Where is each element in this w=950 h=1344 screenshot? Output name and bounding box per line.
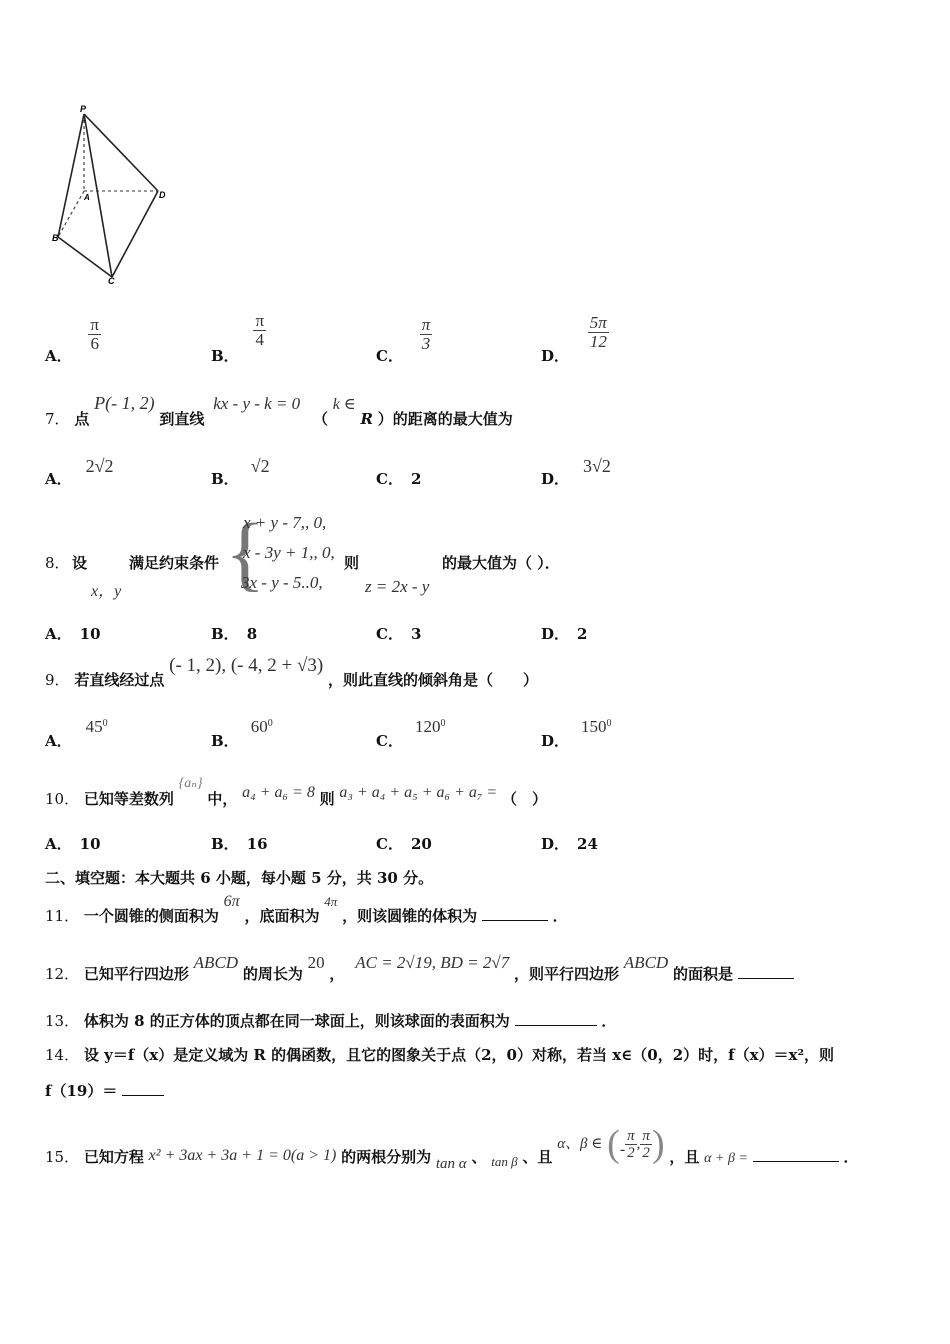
option-value: 3 [410, 625, 422, 643]
option-value: 10 [79, 835, 101, 853]
option-label: C． [376, 835, 403, 853]
question-number: 9． [45, 671, 70, 689]
option-label: B． [211, 835, 239, 853]
q14-line-1: 设 y＝f（x）是定义域为 R 的偶函数，且它的图象关于点（2，0）对称，若当 x∈（0，2）时，f（x）＝x²，则 [83, 1046, 835, 1064]
q10-option-c[interactable] [376, 833, 432, 854]
question-8 [45, 507, 745, 600]
q9-text-1: 若直线经过点 [74, 671, 165, 689]
option-label: B． [211, 732, 239, 750]
question-number: 15． [45, 1148, 80, 1166]
q7-line: kx - y - k = 0 [213, 394, 301, 413]
option-label: D． [541, 625, 570, 643]
q10-eq1: a₄ + a₆ = 8 [242, 784, 315, 801]
option-label: A． [45, 835, 72, 853]
q12-text-3: ， [329, 965, 345, 983]
answer-blank[interactable] [753, 1147, 839, 1162]
q7-option-c[interactable] [376, 468, 421, 489]
q15-text-5: ，且 [669, 1148, 700, 1166]
question-12 [45, 952, 794, 983]
option-value: 150 [581, 717, 607, 736]
question-number: 7． [45, 410, 70, 428]
answer-blank[interactable] [515, 1011, 597, 1026]
q9-option-b[interactable] [211, 716, 273, 750]
q10-option-a[interactable] [45, 833, 101, 854]
q6-option-c[interactable] [376, 315, 432, 365]
degree-sup: 0 [606, 718, 612, 729]
q10-text-3: 则 [319, 790, 335, 808]
option-label: A． [45, 732, 72, 750]
constraint-3: 3x - y - 5..0, [241, 573, 323, 592]
q15-sum: α + β = [704, 1151, 748, 1166]
q11-text-1: 一个圆锥的侧面积为 [83, 907, 219, 925]
q7-text-4: ）的距离的最大值为 [377, 410, 513, 428]
option-value: 16 [246, 835, 268, 853]
option-value: 45 [85, 717, 103, 736]
answer-blank[interactable] [122, 1081, 164, 1096]
q7-text-3: （ [312, 410, 328, 428]
frac-den: 2 [642, 1144, 650, 1161]
question-9 [45, 655, 539, 689]
q12-abcd-2: ABCD [623, 953, 669, 972]
q6-option-b[interactable] [211, 311, 266, 365]
q13-text: 体积为 8 的正方体的顶点都在同一球面上，则该球面的表面积为 [83, 1012, 510, 1030]
q8-text-4: 的最大值为（ ）． [442, 554, 560, 572]
q10-option-b[interactable] [211, 833, 268, 854]
option-value: 2 [577, 625, 588, 643]
vertex-label-b: B [52, 233, 59, 243]
q8-z: z = 2x - y [365, 577, 430, 596]
question-14 [45, 1044, 834, 1065]
question-13 [45, 1010, 616, 1031]
q8-options [45, 623, 745, 643]
q14-line-2: f（19）＝ [45, 1082, 118, 1100]
q10-text-2: 中， [207, 790, 238, 808]
q9-option-c[interactable] [376, 716, 446, 750]
option-label: C． [376, 625, 403, 643]
option-label: C． [376, 732, 403, 750]
question-number: 13． [45, 1012, 80, 1030]
option-value: √2 [250, 456, 270, 476]
option-value: 60 [250, 717, 268, 736]
question-number: 8． [45, 554, 70, 572]
q15-text-2: 的两根分别为 [341, 1148, 432, 1166]
q10-option-d[interactable] [541, 833, 598, 854]
q7-point: P(- 1, 2) [94, 393, 155, 413]
frac-den: 4 [255, 330, 265, 349]
q12-text-5: 的面积是 [672, 965, 733, 983]
q15-minus: - [619, 1141, 626, 1158]
option-value: 8 [246, 625, 258, 643]
q6-option-d[interactable] [541, 313, 609, 365]
frac-num: π [627, 1127, 635, 1144]
q8-vars: x，y [91, 583, 122, 600]
q8-option-b[interactable] [211, 623, 257, 644]
q12-diagonals: AC = 2√19, BD = 2√7 [355, 953, 510, 972]
constraint-brace: { [225, 507, 266, 600]
degree-sup: 0 [440, 718, 446, 729]
option-label: D． [541, 835, 570, 853]
interval-paren-right: ) [651, 1123, 665, 1165]
q11-v2: 4π [324, 894, 338, 909]
q15-tan-alpha: tan α [435, 1156, 467, 1172]
option-label: B． [211, 470, 239, 488]
q8-text-2: 满足约束条件 [129, 554, 220, 572]
q9-option-d[interactable] [541, 716, 612, 750]
q15-text-3: 、 [471, 1148, 487, 1166]
degree-sup: 0 [267, 718, 273, 729]
q7-text-1: 点 [74, 410, 90, 428]
q9-text-2: ，则此直线的倾斜角是（ ） [328, 671, 539, 689]
q10-seq: {aₙ} [178, 776, 203, 791]
degree-sup: 0 [102, 718, 108, 729]
q7-text-2: 到直线 [159, 410, 205, 428]
interval-comma: , [636, 1136, 641, 1152]
frac-num: 5π [589, 313, 607, 332]
option-value: 120 [414, 717, 441, 736]
constraint-2: x - 3y + 1,, 0, [243, 543, 335, 562]
q12-text-4: ，则平行四边形 [514, 965, 620, 983]
option-label: B． [211, 625, 239, 643]
frac-num: π [255, 311, 265, 330]
answer-blank[interactable] [482, 906, 548, 921]
q15-text-1: 已知方程 [83, 1148, 144, 1166]
question-number: 12． [45, 965, 80, 983]
vertex-label-p: P [80, 104, 87, 114]
q10-text-4: （ ） [502, 790, 548, 808]
q15-alpha-beta: α、β ∈ [557, 1136, 603, 1152]
q9-options [45, 716, 745, 748]
frac-num: π [421, 315, 431, 334]
option-label: C． [376, 346, 403, 365]
option-label: C． [376, 470, 403, 488]
question-15 [45, 1114, 859, 1172]
q13-end: ． [601, 1012, 617, 1030]
option-value: 2√2 [85, 456, 114, 476]
question-number: 11． [45, 907, 80, 925]
q8-option-c[interactable] [376, 623, 421, 644]
q10-text-1: 已知等差数列 [83, 790, 174, 808]
option-label: D． [541, 470, 570, 488]
section-2-heading: 二、填空题：本大题共 6 小题，每小题 5 分，共 30 分。 [45, 869, 434, 887]
vertex-label-a: A [84, 193, 90, 202]
q9-points: (- 1, 2), (- 4, 2 + √3) [169, 655, 324, 676]
q10-eq2: a₃ + a₄ + a₅ + a₆ + a₇ = [339, 784, 498, 801]
q6-option-a[interactable] [45, 315, 101, 365]
q11-v1: 6π [223, 893, 240, 910]
answer-blank[interactable] [738, 964, 794, 979]
q7-real-set: R [360, 410, 373, 428]
q15-text-4: 、且 [522, 1148, 553, 1166]
question-number: 14． [45, 1046, 80, 1064]
q15-equation: x² + 3ax + 3a + 1 = 0(a > 1) [148, 1147, 337, 1164]
option-label: D． [541, 346, 570, 365]
q8-option-a[interactable] [45, 623, 101, 644]
question-10 [45, 771, 548, 808]
q11-text-4: ． [552, 907, 568, 925]
q15-tan-beta: tan β [491, 1154, 518, 1169]
q7-cond: k ∈ [332, 396, 356, 413]
q12-abcd: ABCD [193, 953, 239, 972]
q12-text-2: 的周长为 [242, 965, 303, 983]
option-value: 10 [79, 625, 101, 643]
pyramid-figure [40, 100, 190, 295]
q10-options [45, 833, 745, 853]
q15-end: ． [843, 1148, 859, 1166]
option-value: 3√2 [583, 456, 611, 476]
frac-den: 6 [90, 334, 99, 353]
q12-perimeter: 20 [307, 953, 325, 972]
frac-num: π [90, 315, 100, 334]
q8-text-3: 则 [344, 554, 360, 572]
interval-paren-left: ( [607, 1123, 620, 1165]
option-value: 24 [577, 835, 598, 853]
q7-option-a[interactable] [45, 456, 114, 488]
option-value: 20 [410, 835, 432, 853]
question-7 [45, 393, 513, 428]
q7-option-b[interactable] [211, 456, 270, 488]
frac-num: π [642, 1127, 650, 1144]
q11-text-2: ，底面积为 [244, 907, 320, 925]
q6-options [45, 311, 745, 365]
vertex-label-d: D [159, 190, 166, 200]
q12-text-1: 已知平行四边形 [83, 965, 189, 983]
option-label: B． [211, 346, 239, 365]
constraint-1: x + y - 7,, 0, [243, 513, 327, 532]
option-value: 2 [410, 470, 422, 488]
q8-option-d[interactable] [541, 623, 587, 644]
option-label: A． [45, 346, 72, 365]
q9-option-a[interactable] [45, 716, 108, 750]
q7-option-d[interactable] [541, 456, 611, 488]
option-label: A． [45, 625, 72, 643]
q8-text-1: 设 [72, 554, 88, 572]
vertex-label-c: C [108, 276, 115, 286]
question-14-cont [45, 1080, 164, 1101]
question-11 [45, 890, 568, 925]
frac-den: 2 [627, 1144, 635, 1161]
option-label: A． [45, 470, 72, 488]
frac-den: 3 [421, 334, 431, 353]
q11-text-3: ，则该圆锥的体积为 [342, 907, 478, 925]
option-label: D． [541, 732, 570, 750]
q7-options [45, 456, 745, 488]
frac-den: 12 [589, 332, 607, 351]
question-number: 10． [45, 790, 80, 808]
